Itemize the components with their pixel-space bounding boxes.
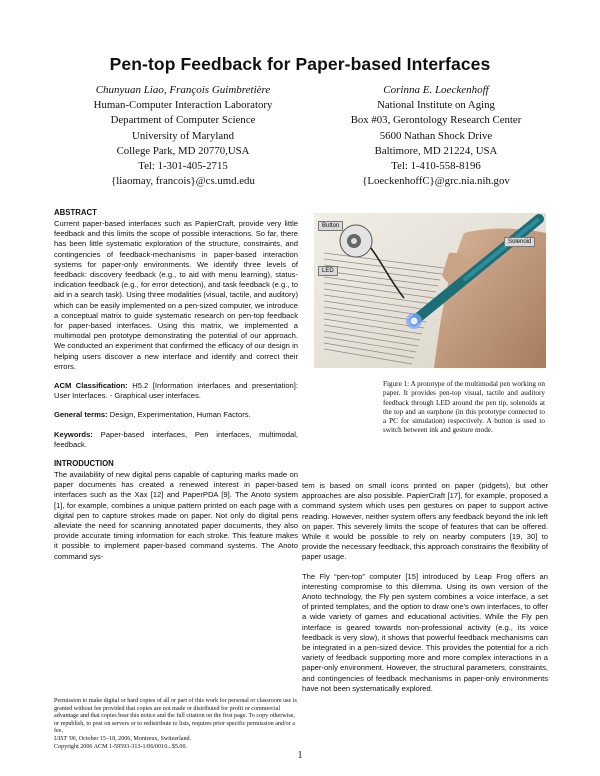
general-terms xyxy=(54,410,298,420)
acm-text: H5.2 [Information interfaces and presentation]: User Interfaces. - Graphical user interfaces. xyxy=(54,381,299,401)
affiliation-line: 5600 Nathan Shock Drive xyxy=(379,129,493,142)
affiliation-line: National Institute on Aging xyxy=(377,99,495,112)
body-paragraph: tem is based on small icons printed on paper (pidgets), but other approaches are also possible. PapierCraft [17], for example, proposed a command system which uses pen gestures on paper to support active reading. However, neither system offers any feedback beyond the ink left on paper. This severely limits the scope of features that can be offered. While it would be possible to rely on nearby computers [19, 30] to provide the necessary feedback, this approach constrains the flexibility of paper usage. xyxy=(302,481,548,562)
page-number: 1 xyxy=(297,750,303,761)
figure-pen-prototype-photo xyxy=(314,213,546,368)
figure-label-button: Button xyxy=(318,221,343,231)
copyright-line: Copyright 2006 ACM 1-59593-313-1/06/0010...$5.00. xyxy=(54,743,188,750)
author-phone: Tel: 1-301-405-2715 xyxy=(138,160,228,173)
abstract-heading: ABSTRACT xyxy=(54,208,97,217)
copyright-notice xyxy=(54,698,298,751)
paper-title: Pen-top Feedback for Paper-based Interfaces xyxy=(109,54,491,74)
affiliation-line: University of Maryland xyxy=(132,129,234,142)
author-block-2 xyxy=(311,83,561,189)
affiliation-line: Human-Computer Interaction Laboratory xyxy=(93,99,273,112)
permission-text: Permission to make digital or hard copies of all or part of this work for personal or classroom use is granted without fee provided that copies are not made or distributed for profit or commercial advantage and that copies bear this notice and the full citation on the first page. To copy otherwise, or republish, to post on servers or to redistribute to lists, requires prior specific permission and/or a fee. xyxy=(54,698,297,735)
author-email: {liaomay, francois}@cs.umd.edu xyxy=(111,175,255,188)
figure-label-solenoid: Solenoid xyxy=(504,237,535,247)
venue-details: October 15–18, 2006, Montreux, Switzerland. xyxy=(77,735,192,742)
author-block-1 xyxy=(58,83,308,189)
figure-caption: Figure 1: A prototype of the multimodal pen working on paper. It provides pen-top visual, tactile and auditory feedback through LED around the pen tip, solenoids at the top and an earphone (in this prototype connected to a PC for simulation) respectively. A button is used to switch between ink and gesture mode. xyxy=(383,380,545,435)
author-names: Corinna E. Loeckenhoff xyxy=(383,84,489,96)
keywords-text: Paper-based interfaces, Pen interfaces, multimodal, feedback. xyxy=(54,429,298,449)
keywords-label: Keywords: xyxy=(54,429,93,439)
general-terms-label: General terms: xyxy=(54,410,108,420)
venue-line xyxy=(54,736,298,744)
abstract-text: Current paper-based interfaces such as PapierCraft, provide very little feedback and this limits the scope of possible interactions. So far, there has been little systematic exploration of the structure, constraints, and contingencies of feedback-mechanisms in paper-based interaction systems for paper-only environments. We identify three levels of feedback: discovery feedback (e.g., to aid with menu learning), status-indication feedback (e.g., for error detection), and task feedback (e.g., to aid in a search task). Using three modalities (visual, tactile, and auditory) which can be easily implemented on a pen-sized computer, we introduce a conceptual matrix to guide systematic research on pen-top feedback for paper-based interfaces. Using this matrix, we implemented a multimodal pen prototype demonstrating the potential of our approach. We conducted an experiment that confirmed the efficacy of our design in helping users discover a new interface and identify and correct their errors. xyxy=(54,219,298,371)
general-terms-text: Design, Experimentation, Human Factors. xyxy=(107,410,251,420)
affiliation-line: Box #03, Gerontology Research Center xyxy=(350,114,522,127)
author-names: Chunyuan Liao, François Guimbretière xyxy=(95,84,271,96)
left-column xyxy=(54,208,298,562)
author-phone: Tel: 1-410-558-8196 xyxy=(391,160,481,173)
body-paragraph: The Fly “pen-top” computer [15] introduced by Leap Frog offers an interesting compromise to this dilemma. Using its own version of the Anoto technology, the Fly pen system combines a voice interface, a set of printed templates, and the option to draw one's own interfaces, to offer a wide variety of games and educational activities. While the Fly pen interface is geared towards non-professional activity (e.g., its voice feedback is very slow), it shows that powerful feedback mechanisms can be integrated in a pen-sized device. This provides the potential for a rich variety of feedback supporting more and more complex interactions in a paper-only environment. However, the structural parameters, constraints, and contingencies of feedback mechanisms in paper-only environments have not been systematically explored. xyxy=(302,571,548,693)
affiliation-line: Baltimore, MD 21224, USA xyxy=(374,144,498,157)
venue-name: UIST '06, xyxy=(54,735,78,742)
figure-label-led: LED xyxy=(318,266,338,276)
acm-label: ACM Classification: xyxy=(54,381,128,391)
acm-classification xyxy=(54,381,298,401)
introduction-heading: INTRODUCTION xyxy=(54,459,114,469)
right-column-body xyxy=(302,481,548,694)
affiliation-line: Department of Computer Science xyxy=(110,114,256,127)
author-email: {LoeckenhoffC}@grc.nia.nih.gov xyxy=(362,175,510,188)
affiliation-line: College Park, MD 20770,USA xyxy=(116,144,250,157)
introduction-text: The availability of new digital pens capable of capturing marks made on paper documents has created a renewed interest in paper-based interfaces such as the Xax [12] and PaperPDA [9]. The Anoto system [1], for example, combines a unique pattern printed on each page with a digital pen to capture strokes made on paper. Not only do digital pens alleviate the need for scanning annotated paper documents, they also provide accurate timing information for each stroke. This feature makes it possible to implement paper-based command systems. The Anoto command sys- xyxy=(54,470,298,561)
keywords xyxy=(54,430,298,450)
